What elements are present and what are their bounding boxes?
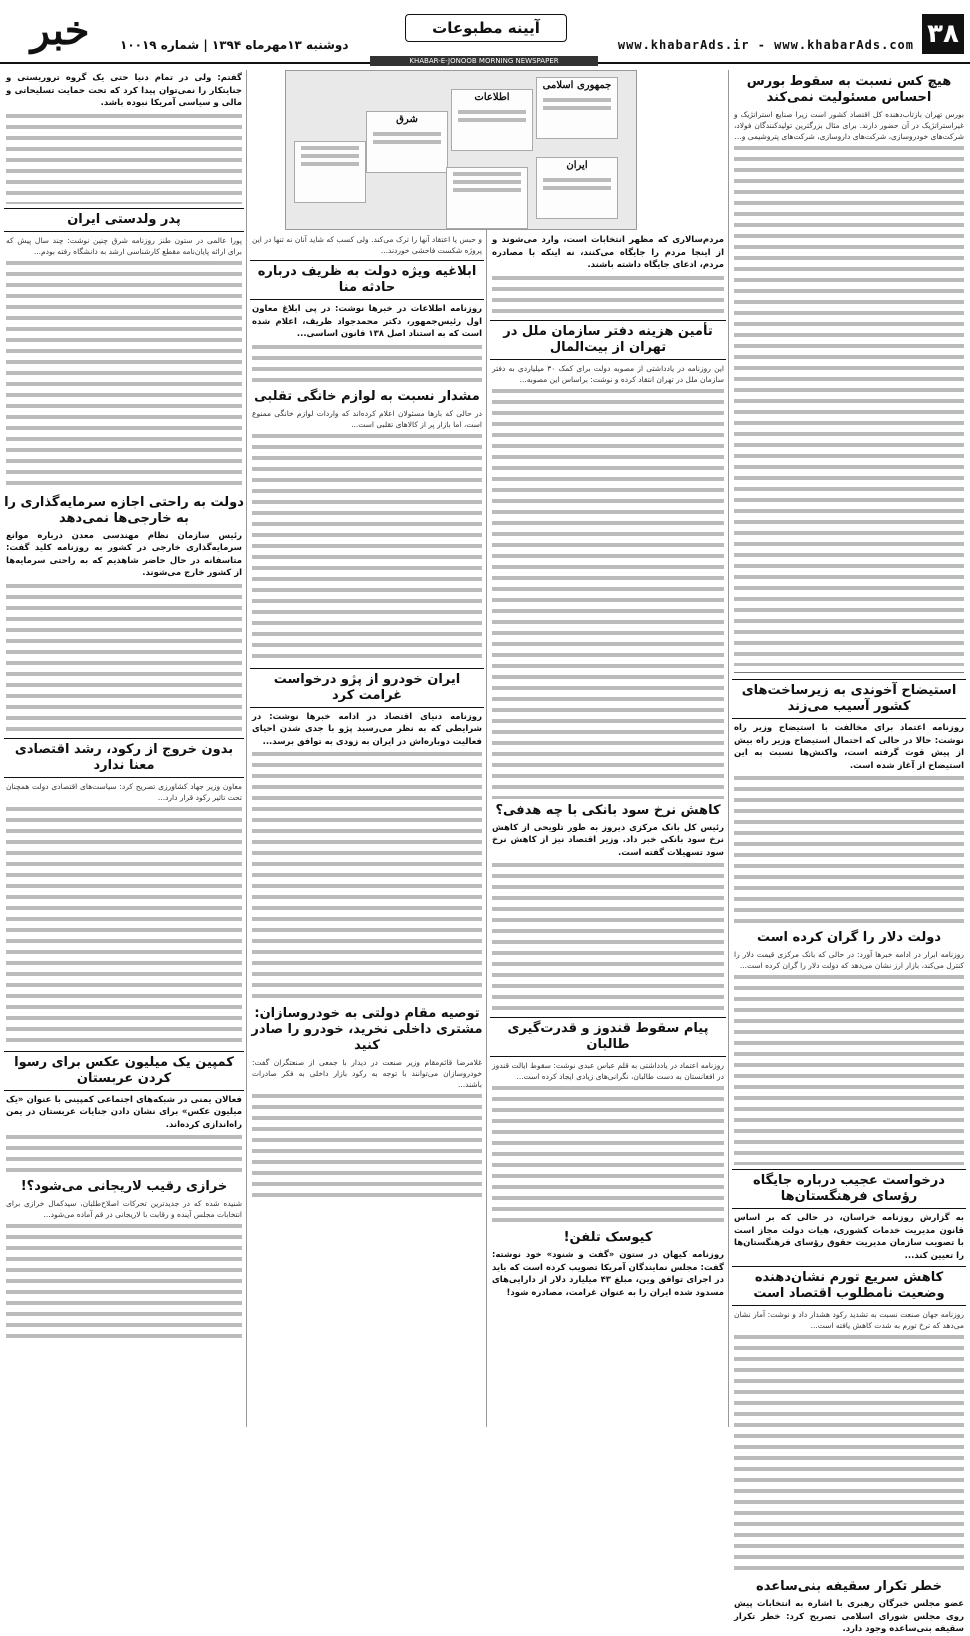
text-block — [6, 807, 242, 1047]
headline: کاهش سریع تورم نشان‌دهنده وضعیت نامطلوب اقتصاد است — [732, 1266, 966, 1306]
article-body: و حبس یا اعتقاد آنها را ترک می‌کند. ولی کسب که شاید آنان نه تنها در این پروژه شکست فاحشی خوردند... — [252, 235, 482, 255]
article-body: بورس تهران بازتاب‌دهنده کل اقتصاد کشور است زیرا صنایع استراتژیک و غیراستراتژیک در آن حضور دارند. برای مثال بزرگترین تولیدکنندگان فولاد، شرکت‌های خودروسازی، شرکت‌های داروسازی، شرکت‌های پتروشیمی و... — [734, 110, 964, 141]
headline: ایران خودرو از پژو درخواست غرامت کرد — [250, 668, 484, 708]
headline: ابلاغیه ویژه دولت به ظریف درباره حادثه منا — [250, 260, 484, 300]
text-block — [252, 752, 482, 1002]
article-body: پورا عالمی در ستون طنز روزنامه شرق چنین نوشت: چند سال پیش که برای ارائه پایان‌نامه مقطع کارشناسی ارشد به دانشگاه رفته بودم... — [6, 235, 242, 256]
text-block — [6, 1224, 242, 1344]
headline: دولت دلار را گران کرده است — [757, 930, 941, 945]
article-lead: فعالان یمنی در شبکه‌های اجتماعی کمپینی با عنوان «یک میلیون عکس» برای نشان دادن جنایات عربستان در یمن راه‌اندازی کرده‌اند. — [6, 1094, 242, 1130]
text-block — [734, 776, 964, 926]
headline: پدر ولدستی ایران — [4, 208, 244, 232]
text-block — [492, 389, 724, 799]
newspaper-name: ایران — [566, 160, 588, 171]
text-block — [492, 1086, 724, 1226]
article-body: در حالی که بارها مسئولان اعلام کرده‌اند که واردات لوازم خانگی ممنوع است، اما بازار پر از کالاهای تقلبی است... — [252, 408, 482, 429]
newspaper-logo: خبر — [30, 7, 90, 54]
newspaper-thumbnail — [294, 141, 366, 203]
column-divider — [246, 70, 247, 1427]
column-left — [4, 70, 244, 1429]
site-url[interactable]: www.khabarAds.ir - www.khabarAds.com — [617, 38, 914, 52]
headline: کیوسک تلفن! — [563, 1230, 653, 1245]
article-lead: روزنامه دنیای اقتصاد در ادامه خبرها نوشت: در شرایطی که به نظر می‌رسید پژو با جدی شدن احیای فعالیت دوباره‌اش در ایران به زودی به توافق برسد... — [252, 711, 482, 747]
headline: دولت به راحتی اجازه سرمایه‌گذاری را به خارجی‌ها نمی‌دهد — [4, 494, 244, 526]
separator — [734, 672, 964, 673]
newspaper-thumbnail — [536, 77, 618, 139]
headline: کاهش نرخ سود بانکی با چه هدفی؟ — [495, 802, 721, 818]
headline: هیچ کس نسبت به سقوط بورس احساس مسئولیت نمی‌کند — [746, 74, 952, 105]
newspaper-thumbnail — [536, 157, 618, 219]
text-block — [492, 863, 724, 1013]
headline: کمپین یک میلیون عکس برای رسوا کردن عربستان — [4, 1051, 244, 1091]
column-divider — [486, 230, 487, 1427]
article-lead: روزنامه اعتماد برای مخالفت با استیضاح وزیر راه نوشت: حالا در حالی که احتمال استیضاح وزیر راه بیش از پیش قوت گرفته است، واکنش‌ها نسبت به این استیضاح از آغاز شده است. — [734, 723, 964, 771]
headline: استیضاح آخوندی به زیرساخت‌های کشور آسیب می‌زند — [732, 679, 966, 719]
page-number: ۳۸ — [922, 14, 964, 54]
text-block — [492, 276, 724, 316]
headline: تأمین هزینه دفتر سازمان ملل در تهران از بیت‌المال — [490, 320, 726, 360]
newspaper-name: شرق — [396, 114, 418, 125]
headline: مشدار نسبت به لوازم خانگی تقلبی — [254, 388, 480, 404]
column-mid-right — [490, 232, 726, 1429]
newspaper-thumbnail — [451, 89, 533, 151]
text-block — [252, 434, 482, 664]
column-right — [732, 70, 966, 1634]
article-lead: روزنامه اطلاعات در خبرها نوشت: در پی ابلاغ معاون اول رئیس‌جمهور، دکتر محمدجواد ظریف، اعلام شده است که به استناد اصل ۱۳۸ قانون اساسی... — [252, 304, 482, 339]
text-block — [6, 261, 242, 491]
masthead — [0, 0, 970, 64]
text-block — [6, 114, 242, 204]
headline: توصیه مقام دولتی به خودروسازان: مشتری داخلی نخرید، خودرو را صادر کنید — [251, 1006, 483, 1053]
article-lead: به گزارش روزنامه خراسان، در حالی که بر اساس قانون مدیریت خدمات کشوری، هیات دولت مجاز است با تصویب سازمان مدیریت حقوق رؤسای فرهنگستان‌ها را تعیین کند... — [734, 1213, 964, 1261]
article-lead: گفتم: ولی در تمام دنیا حتی یک گروه تروریستی و جنایتکار را نمی‌توان پیدا کرد که تحت حمایت تسلیحاتی و مالی و سیاسی آمریکا نبوده باشد. — [6, 73, 242, 108]
text-block — [6, 1135, 242, 1175]
text-block — [734, 1335, 964, 1575]
newspaper-thumbnail — [366, 111, 448, 173]
headline: خرازی رقیب لاریجانی می‌شود؟! — [20, 1179, 228, 1194]
text-block — [252, 1094, 482, 1204]
column-divider — [728, 70, 729, 1427]
text-block — [734, 975, 964, 1165]
article-body: روزنامه ابرار در ادامه خبرها آورد: در حالی که بانک مرکزی قیمت دلار را کنترل می‌کند، بازار ارز نشان می‌دهد که دولت دلار را گران کرده است... — [734, 950, 964, 970]
section-title: آیینه مطبوعات — [405, 14, 567, 42]
headline: خطر تکرار سقیفه بنی‌ساعده — [756, 1579, 942, 1594]
article-body: شنیده شده که در جدیدترین تحرکات اصلاح‌طلبان، سیدکمال خرازی برای انتخابات مجلس آینده و رقابت با لاریجانی در قم آماده می‌شود... — [6, 1199, 242, 1219]
article-lead: روزنامه کیهان در ستون «گفت و شنود» خود نوشته: گفت: مجلس نمایندگان آمریکا تصویب کرده است که باید در اجرای توافق وین، مبلغ ۴۳ میلیارد دلار از دارایی‌های مسدود شده ایران را به عنوان غرامت، مصادره شود! — [492, 1250, 724, 1298]
article-lead: عضو مجلس خبرگان رهبری با اشاره به انتخابات پیش روی مجلس شورای اسلامی تصریح کرد: خطر تکرار سقیفه بنی‌ساعده وجود دارد. — [734, 1599, 964, 1634]
newspaper-name: اطلاعات — [474, 92, 510, 103]
article-lead: مردم‌سالاری که مظهر انتخابات است، وارد می‌شوند و از اینجا مردم را جایگاه می‌کنند، نه اینکه با مصادره مردم، ادعای جایگاه داشته باشند. — [492, 235, 724, 270]
headline: درخواست عجیب درباره جایگاه رؤسای فرهنگستان‌ها — [732, 1169, 966, 1209]
article-lead: رئیس کل بانک مرکزی دیروز به طور تلویحی از کاهش نرخ سود بانکی خبر داد. وزیر اقتصاد نیز از کاهش نرخ سود تسهیلات گفته است. — [492, 822, 724, 858]
article-body: روزنامه اعتماد در یادداشتی به قلم عباس عبدی نوشت: سقوط ایالت قندوز در افغانستان به دست طالبان، نگرانی‌های زیادی ایجاد کرده است... — [492, 1061, 724, 1081]
column-center — [250, 232, 484, 1429]
article-body: این روزنامه در یادداشتی از مصوبه دولت برای کمک ۳۰ میلیاردی به دفتر سازمان ملل در تهران انتقاد کرده و نوشت: براساس این مصوبه... — [492, 363, 724, 384]
text-block — [734, 146, 964, 666]
article-body: معاون وزیر جهاد کشاورزی تصریح کرد: سیاست‌های اقتصادی دولت همچنان تحت تاثیر رکود قرار دارد... — [6, 781, 242, 802]
dateline: دوشنبه ۱۳مهرماه ۱۳۹۴ | شماره ۱۰۰۱۹ — [120, 38, 349, 52]
newspaper-thumbnail — [446, 167, 528, 229]
headline: بدون خروج از رکود، رشد اقتصادی معنا ندارد — [4, 738, 244, 778]
masthead-subtitle: KHABAR-E-JONOOB MORNING NEWSPAPER — [370, 56, 598, 66]
article-lead: رئیس سازمان نظام مهندسی معدن درباره موانع سرمایه‌گذاری خارجی در کشور به روزنامه کلید گفت: متاسفانه در حال حاضر شاهدیم که به راحتی سرمایه‌ها از کشور خارج می‌شوند. — [6, 530, 242, 578]
newspapers-photo — [285, 70, 637, 230]
article-body: غلامرضا قائم‌مقام وزیر صنعت در دیدار با جمعی از صنعتگران گفت: خودروسازان می‌توانند با توجه به رکود بازار داخلی به فکر صادرات باشند... — [252, 1058, 482, 1089]
headline: پیام سقوط قندوز و قدرت‌گیری طالبان — [490, 1017, 726, 1057]
newspaper-name: جمهوری اسلامی — [542, 80, 612, 91]
article-body: روزنامه جهان صنعت نسبت به تشدید رکود هشدار داد و نوشت: آمار نشان می‌دهد که نرخ تورم به شدت کاهش یافته است... — [734, 1310, 964, 1330]
text-block — [252, 345, 482, 385]
text-block — [6, 584, 242, 734]
